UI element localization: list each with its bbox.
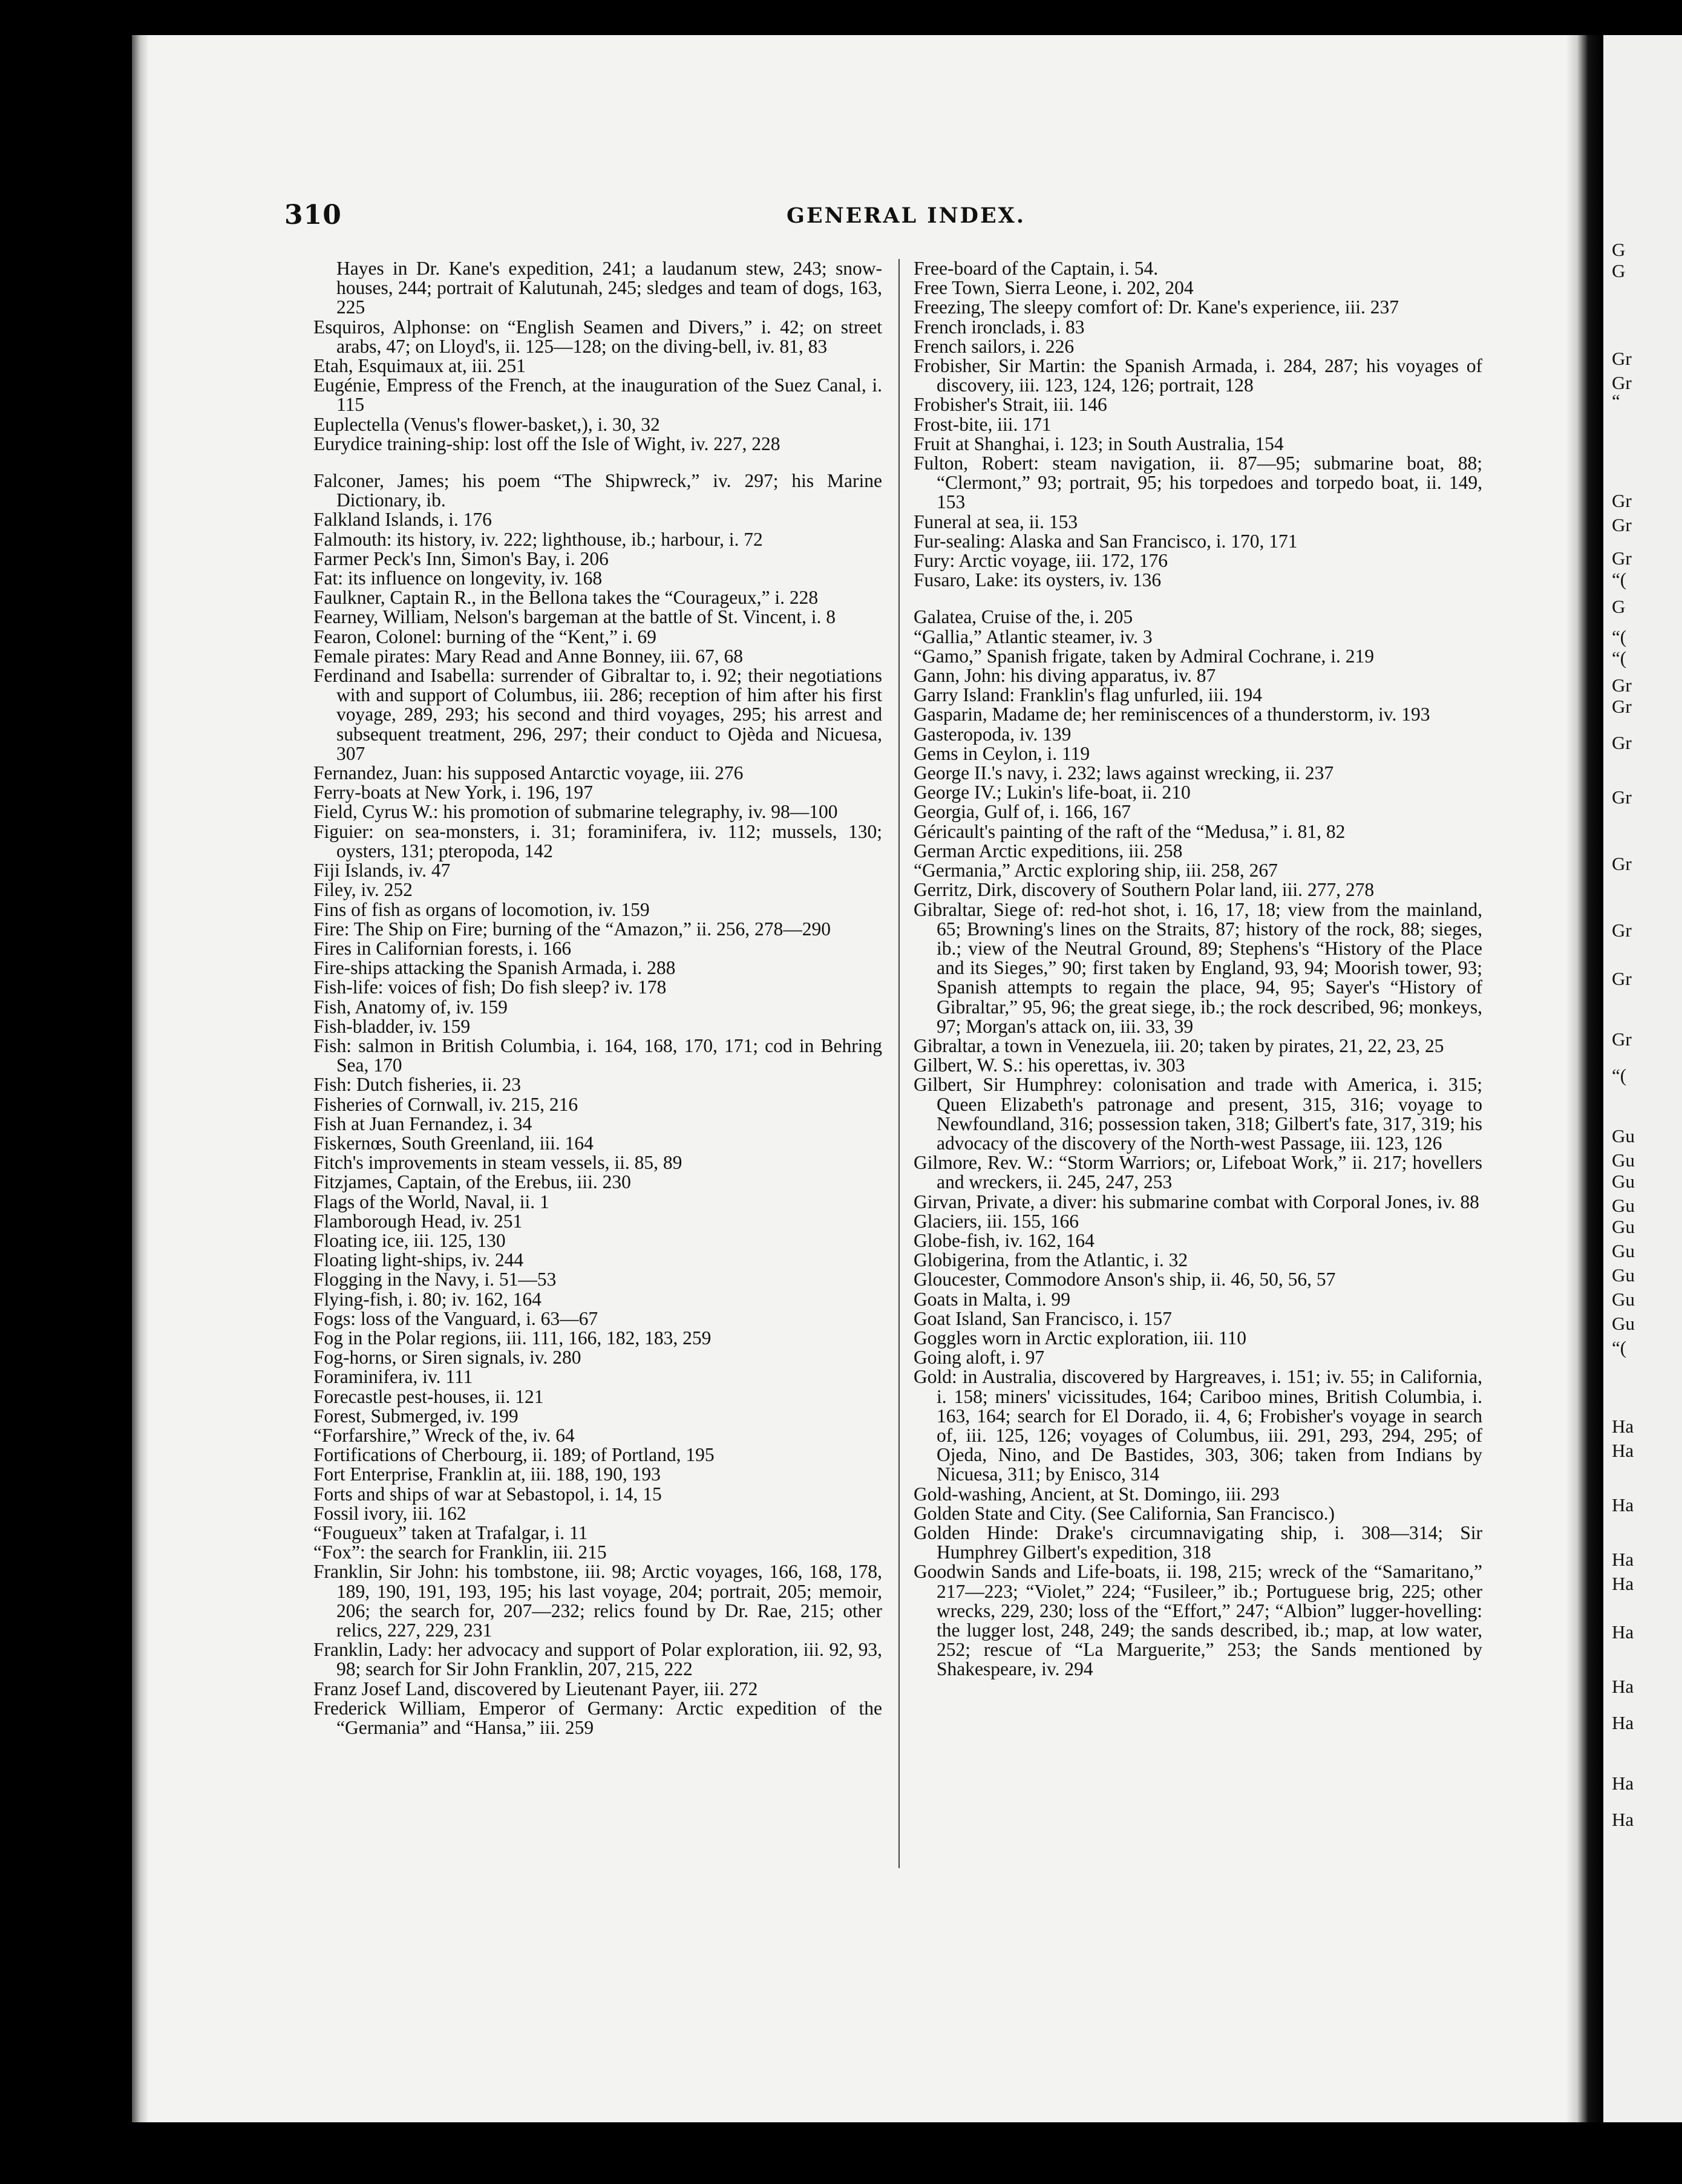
adjacent-page-fragment: “	[1612, 390, 1620, 411]
index-entry: Goats in Malta, i. 99	[914, 1288, 1070, 1310]
index-entry: Funeral at sea, ii. 153	[914, 511, 1078, 532]
adjacent-page-fragment: “(	[1612, 1065, 1627, 1086]
adjacent-page-edge	[1603, 35, 1682, 2122]
index-entry: Fur-sealing: Alaska and San Francisco, i. 170, 171	[914, 530, 1298, 552]
index-entry: Golden State and City. (See California, San Francisco.)	[914, 1502, 1335, 1524]
index-entry: Fog-horns, or Siren signals, iv. 280	[313, 1347, 581, 1368]
adjacent-page-fragment: Gr	[1612, 675, 1632, 696]
adjacent-page-fragment: Gr	[1612, 696, 1632, 717]
index-entry: Falmouth: its history, iv. 222; lighthouse, ib.; harbour, i. 72	[313, 528, 763, 550]
index-entry: Fulton, Robert: steam navigation, ii. 87—95; submarine boat, 88; “Clermont,” 93; portrait, 95; his torpedoes and torpedo boat, ii. 149, 153	[914, 453, 1482, 513]
adjacent-page-fragment: G	[1612, 596, 1626, 617]
adjacent-page-fragment: “(	[1612, 569, 1627, 590]
index-entry: Georgia, Gulf of, i. 166, 167	[914, 801, 1131, 823]
index-entry: Fogs: loss of the Vanguard, i. 63—67	[313, 1307, 598, 1329]
index-entry: Fish-bladder, iv. 159	[313, 1015, 471, 1037]
index-entry: Fort Enterprise, Franklin at, iii. 188, 190, 193	[313, 1463, 661, 1485]
adjacent-page-fragment: G	[1612, 260, 1626, 281]
index-column-right	[914, 259, 1482, 1679]
index-entry: Frobisher's Strait, iii. 146	[914, 394, 1107, 416]
index-entry: Etah, Esquimaux at, iii. 251	[313, 355, 526, 377]
adjacent-page-fragment: Gr	[1612, 853, 1632, 874]
index-entry: Glaciers, iii. 155, 166	[914, 1210, 1079, 1232]
adjacent-page-fragment: Ha	[1612, 1773, 1634, 1794]
index-entry: Géricault's painting of the raft of the “Medusa,” i. 81, 82	[914, 820, 1346, 842]
index-entry: Gold-washing, Ancient, at St. Domingo, iii. 293	[914, 1483, 1280, 1505]
index-entry: Fearney, William, Nelson's bargeman at the battle of St. Vincent, i. 8	[313, 606, 836, 628]
adjacent-page-fragment: “(	[1612, 1337, 1627, 1358]
index-entry: Golden Hinde: Drake's circumnavigating ship, i. 308—314; Sir Humphrey Gilbert's expedition, 318	[914, 1522, 1482, 1563]
page-edge-shadow	[1566, 35, 1603, 2122]
adjacent-page-fragment: Gu	[1612, 1171, 1635, 1192]
index-entry: Fish: Dutch fisheries, ii. 23	[313, 1074, 521, 1096]
adjacent-page-fragment: Gu	[1612, 1216, 1635, 1237]
column-rule	[898, 259, 900, 1868]
index-entry: Going aloft, i. 97	[914, 1347, 1045, 1368]
index-entry: Gilbert, W. S.: his operettas, iv. 303	[914, 1054, 1185, 1076]
index-entry: Gibraltar, Siege of: red-hot shot, i. 16, 17, 18; view from the mainland, 65; Browning's lines on the Straits, 87; history of the rock, 88; sieges, ib.; view of the Neutral Ground, 89; Stephens's “History of the Place and its Sieges,” 90; first taken by England, 93, 94; Moorish tower, 93; Spanish attempts to regain the place, 94, 95; Sayer's “History of Gibraltar,” 95, 96; the great siege, ib.; the rock described, 96; monkeys, 97; Morgan's attack on, iii. 33, 39	[914, 898, 1482, 1037]
index-entry: Fires in Californian forests, i. 166	[313, 937, 572, 959]
index-entry: “Gallia,” Atlantic steamer, iv. 3	[914, 626, 1153, 647]
index-entry: Goggles worn in Arctic exploration, iii. 110	[914, 1327, 1246, 1349]
index-entry: Fish: salmon in British Columbia, i. 164, 168, 170, 171; cod in Behring Sea, 170	[313, 1035, 882, 1076]
index-entry: “Forfarshire,” Wreck of the, iv. 64	[313, 1424, 575, 1446]
index-entry: George II.'s navy, i. 232; laws against wrecking, ii. 237	[914, 762, 1334, 784]
adjacent-page-fragment: Ha	[1612, 1809, 1634, 1830]
index-entry: Floating ice, iii. 125, 130	[313, 1229, 506, 1251]
index-entry: Fish, Anatomy of, iv. 159	[313, 996, 508, 1018]
index-entry: Eurydice training-ship: lost off the Isle of Wight, iv. 227, 228	[313, 433, 780, 454]
index-entry: Falconer, James; his poem “The Shipwreck,” iv. 297; his Marine Dictionary, ib.	[313, 470, 882, 511]
index-entry: Fog in the Polar regions, iii. 111, 166, 182, 183, 259	[313, 1327, 712, 1349]
index-entry: Freezing, The sleepy comfort of: Dr. Kane's experience, iii. 237	[914, 296, 1399, 318]
index-entry: Gasteropoda, iv. 139	[914, 723, 1072, 745]
adjacent-page-fragment: Ha	[1612, 1440, 1634, 1461]
index-entry: Fisheries of Cornwall, iv. 215, 216	[313, 1093, 578, 1115]
index-entry: “Gamo,” Spanish frigate, taken by Admiral Cochrane, i. 219	[914, 645, 1375, 667]
index-entry: Figuier: on sea-monsters, i. 31; foraminifera, iv. 112; mussels, 130; oysters, 131; pteropoda, 142	[313, 820, 882, 862]
adjacent-page-fragment: “(	[1612, 647, 1627, 669]
index-entry: Frost-bite, iii. 171	[914, 413, 1052, 435]
index-entry: Flags of the World, Naval, ii. 1	[313, 1191, 549, 1212]
index-entry: Fitch's improvements in steam vessels, ii. 85, 89	[313, 1152, 682, 1174]
index-entry: Forts and ships of war at Sebastopol, i. 14, 15	[313, 1483, 662, 1505]
index-entry: Frobisher, Sir Martin: the Spanish Armada, i. 284, 287; his voyages of discovery, iii. 123, 124, 126; portrait, 128	[914, 355, 1482, 396]
index-entry: Fish at Juan Fernandez, i. 34	[313, 1113, 532, 1134]
index-entry: “Fougueux” taken at Trafalgar, i. 11	[313, 1522, 588, 1543]
index-entry: Fish-life: voices of fish; Do fish sleep? iv. 178	[313, 976, 667, 998]
index-entry: Fusaro, Lake: its oysters, iv. 136	[914, 569, 1162, 591]
index-entry: Flying-fish, i. 80; iv. 162, 164	[313, 1288, 542, 1310]
index-entry: Free-board of the Captain, i. 54.	[914, 258, 1159, 279]
index-entry: Foraminifera, iv. 111	[313, 1366, 473, 1388]
adjacent-page-fragment: Gr	[1612, 372, 1632, 393]
index-entry: Female pirates: Mary Read and Anne Bonney, iii. 67, 68	[313, 645, 744, 667]
index-entry: Gilmore, Rev. W.: “Storm Warriors; or, Lifeboat Work,” ii. 217; hovellers and wreckers, ii. 245, 247, 253	[914, 1152, 1482, 1193]
adjacent-page-fragment: Ha	[1612, 1676, 1634, 1697]
adjacent-page-fragment: Gr	[1612, 348, 1632, 369]
index-entry: “Fox”: the search for Franklin, iii. 215	[313, 1542, 607, 1563]
index-entry: Forest, Submerged, iv. 199	[313, 1405, 519, 1427]
index-entry: Garry Island: Franklin's flag unfurled, iii. 194	[914, 684, 1263, 706]
index-entry: Gasparin, Madame de; her reminiscences of a thunderstorm, iv. 193	[914, 704, 1430, 725]
adjacent-page-fragment: Gu	[1612, 1125, 1635, 1146]
adjacent-page-fragment: Gu	[1612, 1289, 1635, 1310]
index-entry: Falkland Islands, i. 176	[313, 509, 492, 531]
adjacent-page-fragment: Ha	[1612, 1712, 1634, 1733]
index-entry: Fossil ivory, iii. 162	[313, 1502, 466, 1524]
index-entry: Fire: The Ship on Fire; burning of the “Amazon,” ii. 256, 278—290	[313, 918, 831, 940]
index-entry: Fruit at Shanghai, i. 123; in South Australia, 154	[914, 433, 1284, 454]
page-number: 310	[284, 200, 342, 230]
index-entry: Fernandez, Juan: his supposed Antarctic voyage, iii. 276	[313, 762, 744, 784]
page-gutter-shadow	[132, 35, 149, 2122]
adjacent-page-fragment: Gr	[1612, 514, 1632, 535]
index-entry: Fins of fish as organs of locomotion, iv. 159	[313, 898, 650, 920]
index-entry: French ironclads, i. 83	[914, 316, 1085, 338]
index-entry: Fiskernœs, South Greenland, iii. 164	[313, 1132, 594, 1154]
adjacent-page-fragment: Gr	[1612, 548, 1632, 569]
index-entry: Girvan, Private, a diver: his submarine combat with Corporal Jones, iv. 88	[914, 1191, 1479, 1212]
index-entry: George IV.; Lukin's life-boat, ii. 210	[914, 782, 1191, 803]
index-entry: Faulkner, Captain R., in the Bellona takes the “Courageux,” i. 228	[313, 587, 819, 609]
index-entry: Fury: Arctic voyage, iii. 172, 176	[914, 550, 1168, 572]
index-entry: Fearon, Colonel: burning of the “Kent,” i. 69	[313, 626, 656, 647]
adjacent-page-fragment: Gr	[1612, 968, 1632, 989]
index-entry: Fitzjames, Captain, of the Erebus, iii. 230	[313, 1171, 631, 1193]
index-entry: Gilbert, Sir Humphrey: colonisation and trade with America, i. 315; Queen Elizabeth's patronage and present, 315, 316; voyage to Newfoundland, 316; possession taken, 318; Gilbert's fate, 317, 319; his advocacy of the discovery of the North-west Passage, iii. 123, 126	[914, 1074, 1482, 1154]
index-entry: French sailors, i. 226	[914, 335, 1075, 357]
adjacent-page-fragment: Gu	[1612, 1264, 1635, 1286]
index-entry: Franz Josef Land, discovered by Lieutenant Payer, iii. 272	[313, 1678, 758, 1699]
index-entry: Euplectella (Venus's flower-basket,), i. 30, 32	[313, 413, 660, 435]
index-entry: Floating light-ships, iv. 244	[313, 1249, 524, 1271]
adjacent-page-fragment: Gr	[1612, 490, 1632, 511]
index-entry: Frederick William, Emperor of Germany: Arctic expedition of the “Germania” and “Hansa,” iii. 259	[313, 1697, 882, 1739]
adjacent-page-fragment: Gr	[1612, 920, 1632, 941]
adjacent-page-fragment: Ha	[1612, 1416, 1634, 1437]
running-header: GENERAL INDEX.	[787, 203, 1026, 228]
index-entry: Gold: in Australia, discovered by Hargreaves, i. 151; iv. 55; in California, i. 158; miners' vicissitudes, 164; Cariboo mines, British Columbia, i. 163, 164; search for El Dorado, ii. 4, 6; Frobisher's voyage in search of, iii. 125, 126; voyages of Columbus, iii. 291, 293, 294, 295; of Ojeda, Nino, and De Bastides, 303, 306; taken from Indians by Nicuesa, 311; by Enisco, 314	[914, 1366, 1482, 1485]
index-entry: Fire-ships attacking the Spanish Armada, i. 288	[313, 957, 676, 979]
index-entry: Ferdinand and Isabella: surrender of Gibraltar to, i. 92; their negotiations with and support of Columbus, iii. 286; reception of him after his first voyage, 289, 293; his second and third voyages, 295; his arrest and subsequent treatment, 296, 297; their conduct to Ojèda and Nicuesa, 307	[313, 665, 882, 764]
adjacent-page-fragment: Gu	[1612, 1240, 1635, 1261]
index-entry: Fiji Islands, iv. 47	[313, 860, 451, 881]
index-entry: Hayes in Dr. Kane's expedition, 241; a laudanum stew, 243; snow-houses, 244; portrait of Kalutunah, 245; sledges and team of dogs, 163, 225	[336, 258, 882, 318]
adjacent-page-fragment: Ha	[1612, 1621, 1634, 1643]
adjacent-page-fragment: Ha	[1612, 1549, 1634, 1570]
index-entry: Filey, iv. 252	[313, 879, 413, 901]
index-entry: Goodwin Sands and Life-boats, ii. 198, 215; wreck of the “Samaritano,” 217—223; “Violet,” 224; “Fusileer,” ib.; Portuguese brig, 225; other wrecks, 229, 230; loss of the “Effort,” 247; “Albion” lugger-hovelling: the lugger lost, 248, 249; the sands described, ib.; map, at low water, 252; rescue of “La Marguerite,” 253; the Sands mentioned by Shakespeare, iv. 294	[914, 1561, 1482, 1680]
index-entry: Forecastle pest-houses, ii. 121	[313, 1385, 544, 1407]
index-entry: Franklin, Sir John: his tombstone, iii. 98; Arctic voyages, 166, 168, 178, 189, 190, 191, 193, 195; his last voyage, 204; portrait, 205; memoir, 206; the search for, 207—232; relics found by Dr. Rae, 215; other relics, 227, 229, 231	[313, 1561, 882, 1641]
adjacent-page-fragment: G	[1612, 239, 1626, 260]
index-entry: Gems in Ceylon, i. 119	[914, 742, 1090, 764]
adjacent-page-fragment: Gr	[1612, 732, 1632, 753]
index-entry: Farmer Peck's Inn, Simon's Bay, i. 206	[313, 548, 609, 569]
index-entry: Flogging in the Navy, i. 51—53	[313, 1269, 557, 1290]
index-entry: Fat: its influence on longevity, iv. 168	[313, 567, 603, 589]
index-entry: Goat Island, San Francisco, i. 157	[914, 1307, 1172, 1329]
index-entry: “Germania,” Arctic exploring ship, iii. 258, 267	[914, 860, 1278, 881]
index-entry: Globe-fish, iv. 162, 164	[914, 1229, 1095, 1251]
adjacent-page-fragment: Gr	[1612, 786, 1632, 808]
adjacent-page-fragment: Gr	[1612, 1028, 1632, 1050]
index-entry: Gann, John: his diving apparatus, iv. 87	[914, 665, 1216, 687]
index-entry: German Arctic expeditions, iii. 258	[914, 840, 1183, 862]
adjacent-page-fragment: Gu	[1612, 1195, 1635, 1216]
index-entry: Eugénie, Empress of the French, at the inauguration of the Suez Canal, i. 115	[313, 374, 882, 416]
index-entry: Gibraltar, a town in Venezuela, iii. 20; taken by pirates, 21, 22, 23, 25	[914, 1035, 1444, 1056]
adjacent-page-fragment: Ha	[1612, 1573, 1634, 1594]
index-entry: Flamborough Head, iv. 251	[313, 1210, 523, 1232]
adjacent-page-fragment: Gu	[1612, 1149, 1635, 1171]
index-entry: Ferry-boats at New York, i. 196, 197	[313, 782, 593, 803]
adjacent-page-fragment: Ha	[1612, 1494, 1634, 1515]
index-entry: Gloucester, Commodore Anson's ship, ii. 46, 50, 56, 57	[914, 1269, 1336, 1290]
index-entry: Esquiros, Alphonse: on “English Seamen and Divers,” i. 42; on street arabs, 47; on Lloyd's, ii. 125—128; on the diving-bell, iv. 81, 83	[313, 316, 882, 357]
adjacent-page-fragment: Gu	[1612, 1313, 1635, 1334]
index-entry: Galatea, Cruise of the, i. 205	[914, 606, 1133, 628]
index-entry: Gerritz, Dirk, discovery of Southern Polar land, iii. 277, 278	[914, 879, 1375, 901]
index-entry: Globigerina, from the Atlantic, i. 32	[914, 1249, 1188, 1271]
adjacent-page-fragment: “(	[1612, 626, 1627, 647]
index-column-left	[313, 259, 882, 1738]
index-entry: Field, Cyrus W.: his promotion of submarine telegraphy, iv. 98—100	[313, 801, 838, 823]
index-entry: Fortifications of Cherbourg, ii. 189; of Portland, 195	[313, 1444, 715, 1466]
index-entry: Free Town, Sierra Leone, i. 202, 204	[914, 277, 1194, 299]
index-entry: Franklin, Lady: her advocacy and support of Polar exploration, iii. 92, 93, 98; search for Sir John Franklin, 207, 215, 222	[313, 1639, 882, 1680]
